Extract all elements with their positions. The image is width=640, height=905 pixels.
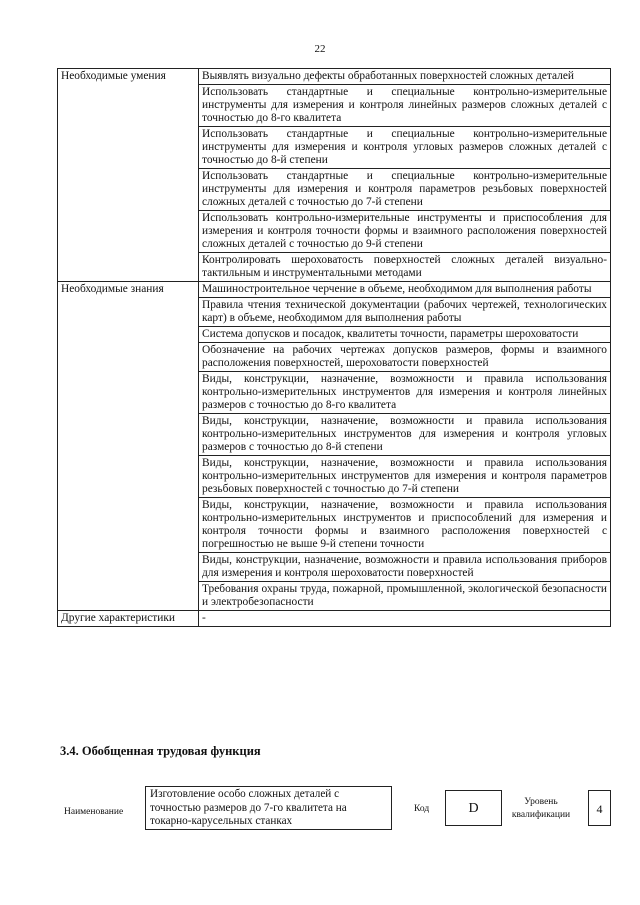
requirements-table [57,68,611,627]
table-row [58,282,611,298]
code-label: Код [414,804,430,814]
skill-item: Использовать стандартные и специальные контрольно-измерительные инструменты для измерения и контроля угловых размеров сложных деталей с точностью до 8-й степени [199,127,611,169]
other-value: - [199,611,611,627]
code-value-box: D [445,790,502,826]
skill-item: Контролировать шероховатость поверхностей сложных деталей визуально-тактильным и инструментальными методами [199,253,611,282]
skill-item: Использовать стандартные и специальные контрольно-измерительные инструменты для измерения и контроля линейных размеров сложных деталей с точностью до 8-го квалитета [199,85,611,127]
skill-item: Выявлять визуально дефекты обработанных поверхностей сложных деталей [199,69,611,85]
knowledge-item: Машиностроительное черчение в объеме, необходимом для выполнения работы [199,282,611,298]
function-info-row [57,786,617,836]
knowledge-item: Виды, конструкции, назначение, возможности и правила использования приборов для измерения и контроля шероховатости поверхностей [199,553,611,582]
knowledge-item: Виды, конструкции, назначение, возможности и правила использования контрольно-измерительных инструментов и приспособлений для измерения и контроля точности формы и взаимного расположения поверхностей с погрешностью не выше 9-й степени точности [199,498,611,553]
knowledge-item: Требования охраны труда, пожарной, промышленной, экологической безопасности и электробезопасности [199,582,611,611]
page-number: 22 [314,43,326,55]
table-row [58,611,611,627]
knowledge-label: Необходимые знания [58,282,199,611]
skills-label: Необходимые умения [58,69,199,282]
knowledge-item: Система допусков и посадок, квалитеты точности, параметры шероховатости [199,327,611,343]
knowledge-item: Виды, конструкции, назначение, возможности и правила использования контрольно-измерительных инструментов для измерения и контроля параметров резьбовых поверхностей с точностью до 7-й степени [199,456,611,498]
table-row [58,69,611,85]
name-label: Наименование [64,807,124,817]
knowledge-item: Виды, конструкции, назначение, возможности и правила использования контрольно-измерительных инструментов для измерения и контроля угловых размеров с точностью до 8-й степени [199,414,611,456]
knowledge-item: Виды, конструкции, назначение, возможности и правила использования контрольно-измерительных инструментов для измерения и контроля линейных размеров с точностью до 8-го квалитета [199,372,611,414]
skill-item: Использовать контрольно-измерительные инструменты и приспособления для измерения и контроля точности формы и взаимного расположения поверхностей сложных деталей с точностью до 9-й степени [199,211,611,253]
knowledge-item: Правила чтения технической документации (рабочих чертежей, технологических карт) в объеме, необходимом для выполнения работы [199,298,611,327]
other-label: Другие характеристики [58,611,199,627]
level-label: Уровень квалификации [511,797,571,820]
skill-item: Использовать стандартные и специальные контрольно-измерительные инструменты для измерения и контроля параметров резьбовых поверхностей сложных деталей с точностью до 7-й степени [199,169,611,211]
level-value-box: 4 [588,790,611,826]
section-title: 3.4. Обобщенная трудовая функция [60,744,261,758]
knowledge-item: Обозначение на рабочих чертежах допусков размеров, формы и взаимного расположения поверхностей, шероховатости поверхностей [199,343,611,372]
name-value-box: Изготовление особо сложных деталей с точностью размеров до 7-го квалитета на токарно-карусельных станках [145,786,392,830]
